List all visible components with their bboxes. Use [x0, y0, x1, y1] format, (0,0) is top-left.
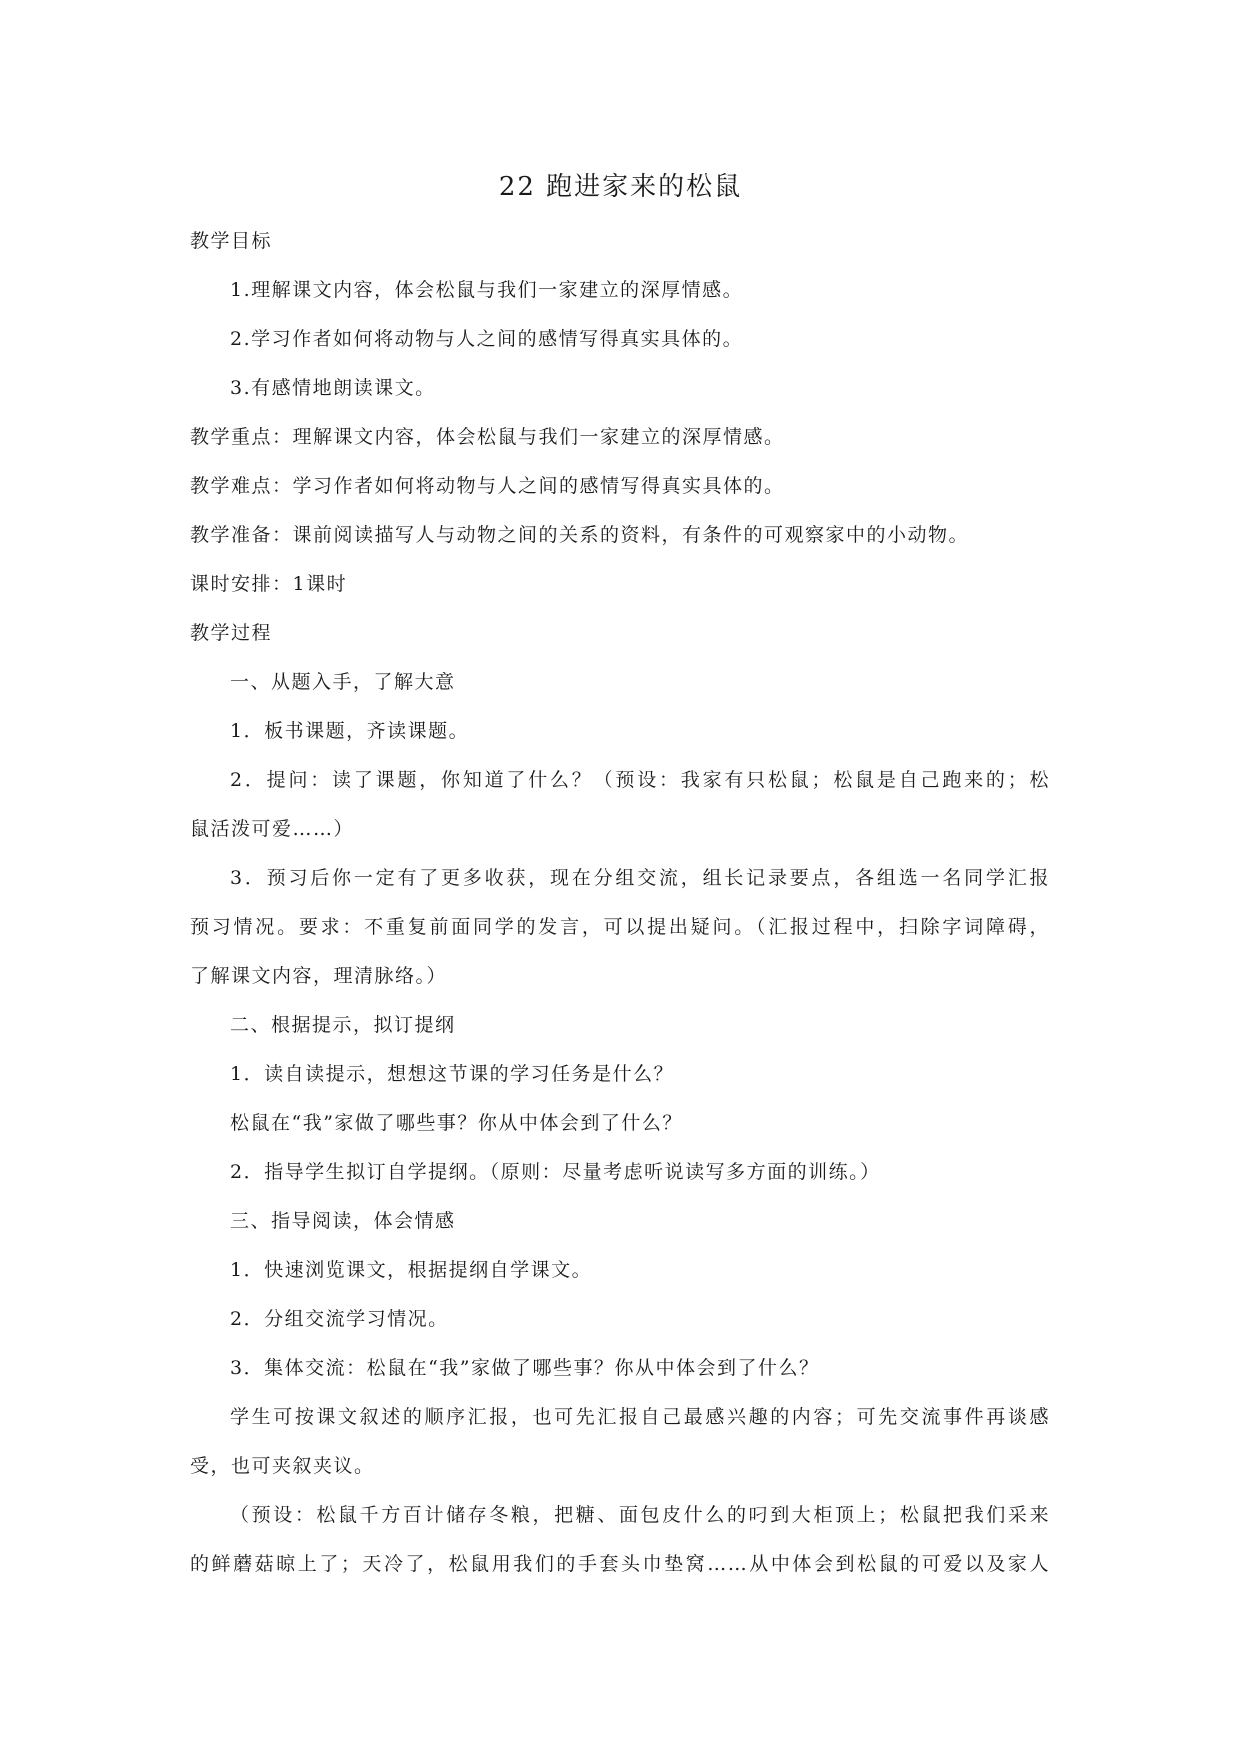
- paragraph-line: 了解课文内容，理清脉络。）: [190, 965, 448, 987]
- paragraph-line: 的鲜蘑菇晾上了；天冷了，松鼠用我们的手套头巾垫窝……从中体会到松鼠的可爱以及家人: [190, 1553, 1050, 1575]
- paragraph-line: 1．快速浏览课文，根据提纲自学课文。: [230, 1259, 593, 1281]
- paragraph-line: （预设：松鼠千方百计储存冬粮，把糖、面包皮什么的叼到大柜顶上；松鼠把我们采来: [230, 1504, 1050, 1526]
- paragraph-line: 预习情况。要求：不重复前面同学的发言，可以提出疑问。（汇报过程中，扫除字词障碍，: [190, 916, 1050, 938]
- paragraph-line: 2.学习作者如何将动物与人之间的感情写得真实具体的。: [230, 328, 744, 350]
- paragraph-line: 2．提问：读了课题，你知道了什么？（预设：我家有只松鼠；松鼠是自己跑来的；松: [230, 769, 1050, 791]
- paragraph-line: 1.理解课文内容，体会松鼠与我们一家建立的深厚情感。: [230, 279, 744, 301]
- paragraph-line: 课时安排：1课时: [190, 573, 348, 595]
- paragraph-line: 学生可按课文叙述的顺序汇报，也可先汇报自己最感兴趣的内容；可先交流事件再谈感: [230, 1406, 1050, 1428]
- paragraph-line: 3．预习后你一定有了更多收获，现在分组交流，组长记录要点，各组选一名同学汇报: [230, 867, 1050, 889]
- subsection-heading: 一、从题入手，了解大意: [230, 671, 456, 693]
- paragraph-line: 2．指导学生拟订自学提纲。（原则：尽量考虑听说读写多方面的训练。）: [230, 1161, 881, 1183]
- paragraph-line: 2．分组交流学习情况。: [230, 1308, 449, 1330]
- paragraph-line: 1．读自读提示，想想这节课的学习任务是什么？: [230, 1063, 675, 1085]
- paragraph-line: 鼠活泼可爱……）: [190, 818, 355, 840]
- subsection-heading: 三、指导阅读，体会情感: [230, 1210, 456, 1232]
- document-title: 22 跑进家来的松鼠: [498, 172, 743, 202]
- paragraph-line: 松鼠在“我”家做了哪些事？你从中体会到了什么？: [230, 1112, 683, 1134]
- paragraph-line: 3.有感情地朗读课文。: [230, 377, 436, 399]
- paragraph-line: 3．集体交流：松鼠在“我”家做了哪些事？你从中体会到了什么？: [230, 1357, 820, 1379]
- paragraph-line: 受，也可夹叙夹议。: [190, 1455, 375, 1477]
- paragraph-line: 1．板书课题，齐读课题。: [230, 720, 470, 742]
- paragraph-line: 教学准备：课前阅读描写人与动物之间的关系的资料，有条件的可观察家中的小动物。: [190, 524, 970, 546]
- paragraph-line: 教学难点：学习作者如何将动物与人之间的感情写得真实具体的。: [190, 475, 785, 497]
- subsection-heading: 二、根据提示，拟订提纲: [230, 1014, 456, 1036]
- section-heading: 教学过程: [190, 622, 273, 644]
- section-heading: 教学目标: [190, 230, 273, 252]
- paragraph-line: 教学重点：理解课文内容，体会松鼠与我们一家建立的深厚情感。: [190, 426, 785, 448]
